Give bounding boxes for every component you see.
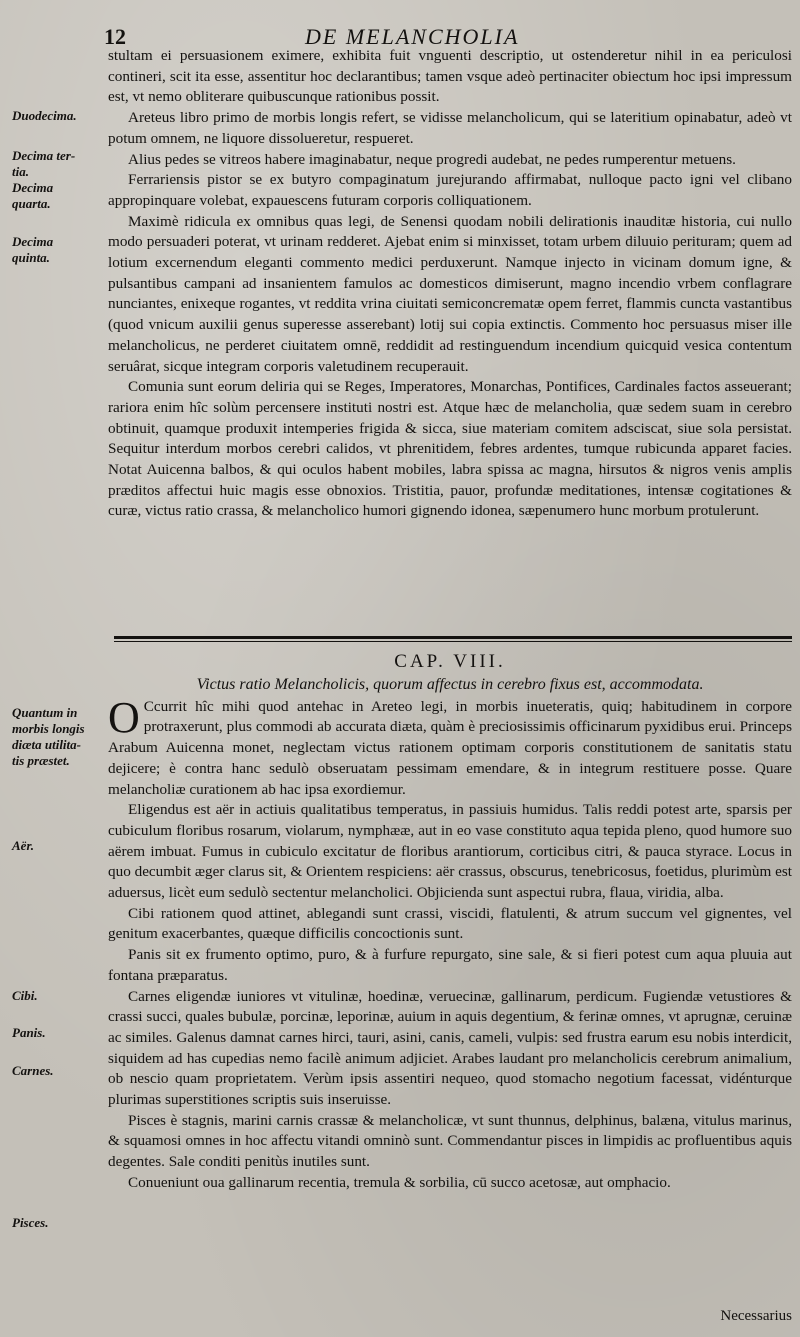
running-title: DE MELANCHOLIA [305, 24, 520, 49]
margin-note: Quantum in morbis longis diæta utilita- tis præstet. [12, 705, 85, 768]
section-rule-thin [114, 641, 792, 642]
margin-note: Decima quinta. [12, 234, 54, 265]
paragraph: Cibi rationem quod attinet, ablegandi sunt crassi, viscidi, flatulenti, & atrum succum vel gignentes, vel genitum exacerbantes, quæque difficilis concoctionis sunt. [108, 904, 792, 943]
paragraph: stultam ei persuasionem eximere, exhibita fuit vnguenti descriptio, ut ostenderetur nihil in ea periculosi contineri, scit ita esse, assentitur hoc declarantibus; tamen vsque adeò pertinaciter obiectum hoc ipsi impressum est, vt nemo obliterare quibuscunque rationibus possit. [108, 47, 792, 106]
paragraph: Eligendus est aër in actiuis qualitatibus temperatus, in passiuis humidus. Talis reddi potest arte, sparsis per cubiculum floribus rosarum, violarum, nymphææ, aut in eo vase constituto aqua tepida pleno, quod humore suo aërem imbuat. Fumus in cubiculo excitatur de floribus arantiorum, corticibus citri, & pauca styrace. Locus in quo decumbit æger clarus sit, & Orientem respiciens: aër crassus, obscurus, tenebricosus, foetidus, plurimùm est aduersus, licèt eum sedulò sectentur melancholici. Objicienda sunt aspectui rubra, flaua, viridia, alba. [108, 801, 792, 902]
margin-note: Decima quarta. [12, 180, 54, 211]
paragraph: Conueniunt oua gallinarum recentia, tremula & sorbilia, cū succo acetosæ, aut omphacio. [128, 1173, 671, 1191]
paragraph: Comunia sunt eorum deliria qui se Reges, Imperatores, Monarchas, Pontifices, Cardinales factos asseuerant; rariora enim hîc solùm percensere instituti nostri est. Atque hæc de melancholia, quæ sedem suam in cerebro obtinuit, quamque produxit intemperies frigida & sicca, siue materiam comitem adsciscat, siue sola persistat. Sequitur interdum morbos cerebri calidos, vt phrenitidem, febres ardentes, tumque rubicunda apparet facies. Notat Auicenna balbos, & qui oculos habent mobiles, labra spissa ac magna, hirsutos & nigros venis amplis præditos affectui huic magis esse obnoxios. Tristitia, pauor, profundæ meditationes, intensæ cogitationes & curæ, victus ratio crassa, & melancholico humori gignendo idonea, sæpenumero hunc morbum protulerunt. [108, 378, 792, 520]
folio-number: 12 [104, 24, 126, 49]
text-block-top [108, 46, 792, 522]
margin-note: Panis. [12, 1025, 46, 1040]
section-rule [114, 636, 792, 639]
margin-note: Duodecima. [12, 108, 77, 123]
paragraph: Panis sit ex frumento optimo, puro, & à furfure repurgato, sine sale, & si fieri potest cum aqua pluuia aut fontana præparatus. [108, 946, 792, 984]
drop-cap: O [108, 692, 140, 742]
paragraph: Maximè ridicula ex omnibus quas legi, de Senensi quodam nobili delirationis inauditæ historia, cui nullo modo persuaderi poterat, vt urinam redderet. Ajebat enim si minxisset, totam urbem diluuio perituram; quem ad lotium excernendum eleganti commento medici perduxerunt. Namque injecto in vicinam domum igne, & pulsantibus campani ad insanientem famulos ac domesticos dimiserunt, magno incendio vrbem conflagrare nunciantes, enixeque rogantes, vt reddita vrina ciuitati semiconcrematæ opem ferret, flammis cuncta vastantibus (quod vnicum auxilii genus superesse asserebant) lotij sui copia extinctis. Commento hoc persuasus miser ille melancholicus, ne perderet ciuitatem omnē, reddidit ad restinguendum incendium quicquid vesica contentum seruârat, sicque integram corporis valetudinem recuperauit. [108, 212, 792, 375]
margin-column [0, 0, 100, 1337]
paragraph: Alius pedes se vitreos habere imaginabatur, neque progredi audebat, ne pedes rumperentur metuens. [128, 150, 736, 168]
margin-note: Aër. [12, 838, 35, 853]
paragraph: Carnes eligendæ iuniores vt vitulinæ, hoedinæ, veruecinæ, gallinarum, perdicum. Fugiendæ vetustiores & crassi succi, quales bubulæ, porcinæ, leporinæ, auium in aquis degentium, & ferinæ omnes, vt aprugnæ, ceruinæ ac similes. Galenus damnat carnes hirci, tauri, asini, canis, cameli, vulpis: sed frustra earum esu nobis interdicit, siquidem ad has cupedias nemo facilè animum adjiciet. Arabes laudant pro melancholicis cerebrum animalium, ob nescio quam proprietatem. Verùm ipsis assentiri nequeo, quod stomacho negotium facessat, vidénturque plurimas superstitiones scriptis suis inseruisse. [108, 987, 792, 1109]
catchword: Necessarius [720, 1308, 792, 1324]
margin-note: Pisces. [12, 1215, 49, 1230]
margin-note: Carnes. [12, 1063, 54, 1078]
chapter-subtitle: Victus ratio Melancholicis, quorum affectus in cerebro fixus est, accommodata. [196, 675, 704, 693]
margin-note: Decima ter- tia. [12, 148, 76, 179]
chapter-heading: CAP. VIII. [394, 651, 506, 672]
margin-note: Cibi. [12, 988, 38, 1003]
paragraph: Ccurrit hîc mihi quod antehac in Areteo legi, in morbis inueteratis, quiq; habitudinem in corpore protraxerunt, plus commodi ab accurata diæta, quàm è preciosissimis officinarum pyxidibus erui. Princeps Arabum Auicenna monet, neglectam victus rationem optimam corporis constitutionem de sanitatis statu dejicere; è contra hanc sedulò obseruatam pessimam emendare, & in integrum restituere posse. Quare melancholiæ curationem ab hac ipsa exordiemur. [108, 697, 792, 798]
text-block-bottom [108, 652, 792, 1194]
paragraph: Areteus libro primo de morbis longis refert, se vidisse melancholicum, qui se lateritium opinabatur, adeò vt potum omnem, ne liquore dissolueretur, respueret. [108, 109, 792, 147]
paragraph: Pisces è stagnis, marini carnis crassæ & melancholicæ, vt sunt thunnus, delphinus, balæna, vitulus marinus, & squamosi omnes in hoc affectu vitandi omninò sunt. Commendantur pisces in limpidis ac profluentibus aquis degentes. Sale conditi penitùs inutiles sunt. [108, 1111, 792, 1171]
paragraph: Ferrariensis pistor se ex butyro compaginatum jurejurando affirmabat, nulloque pacto igni vel clibano appropinquare volebat, expauescens futuram corporis colliquationem. [108, 171, 792, 209]
